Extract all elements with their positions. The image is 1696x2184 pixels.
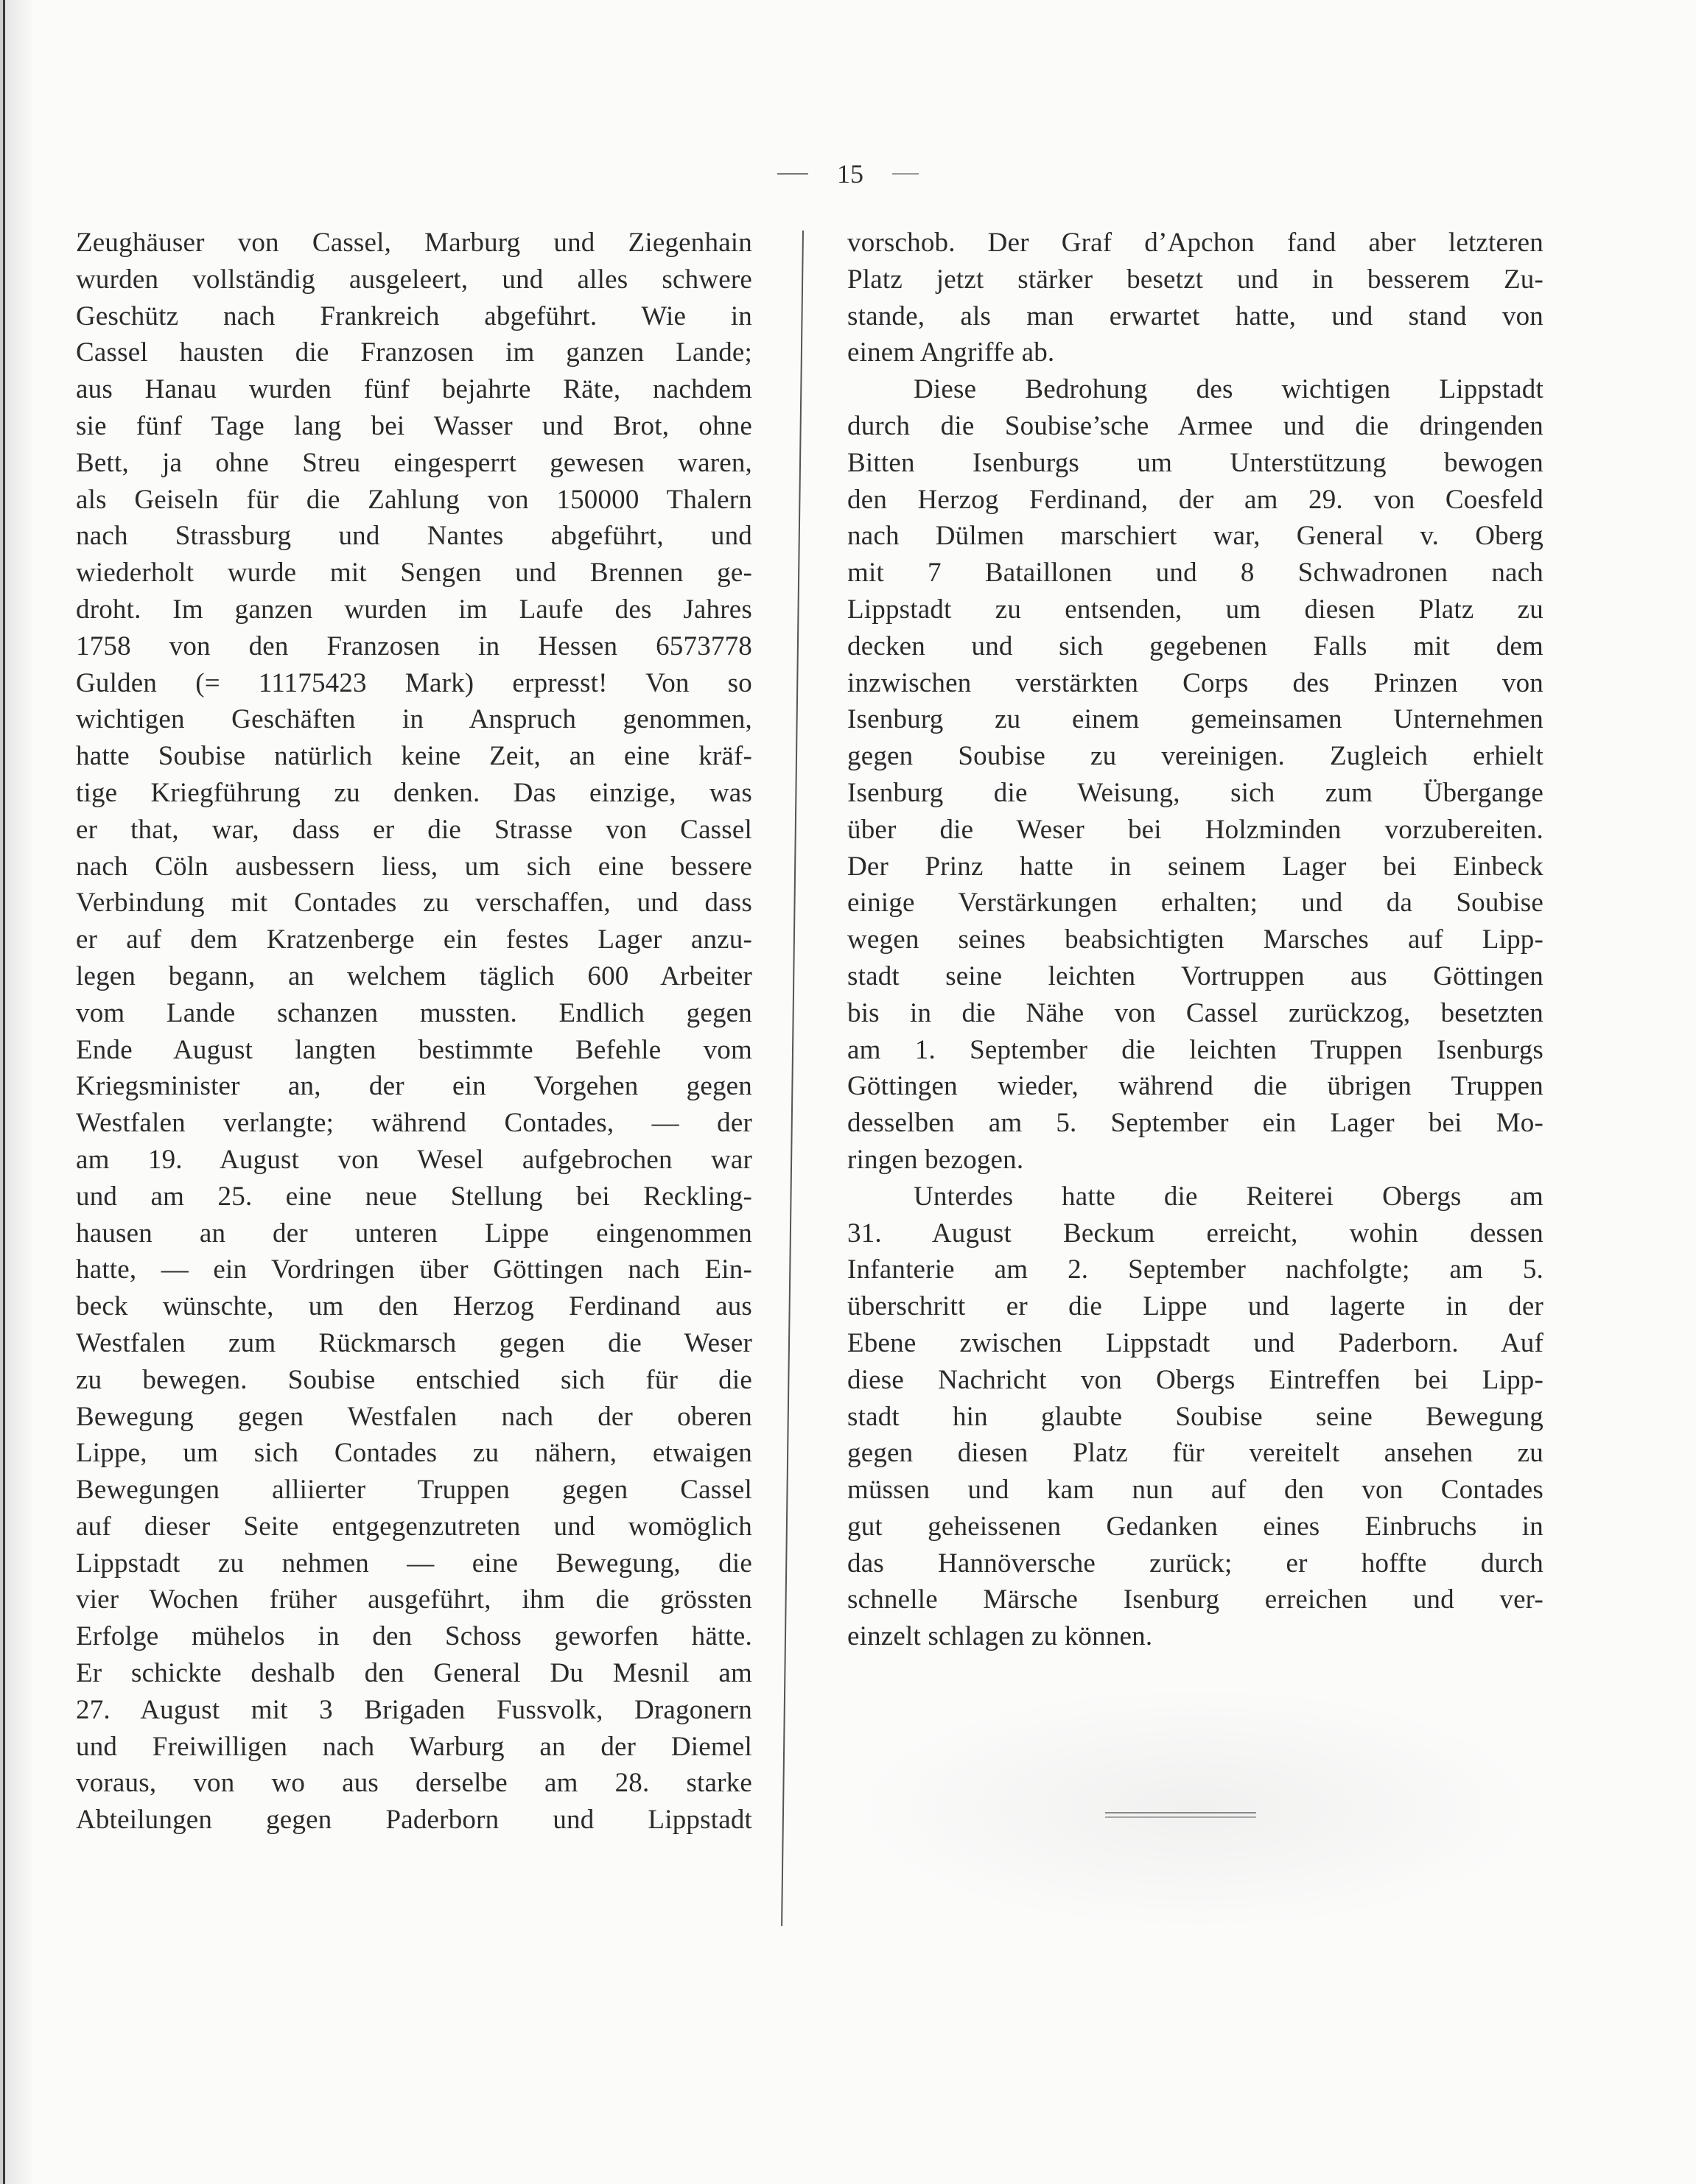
- text-line: Infanterie am 2. September nachfolgte; am 5.: [847, 1254, 1543, 1285]
- paragraph-start-line: Unterdes hatte die Reiterei Obergs am: [914, 1181, 1543, 1212]
- text-line: Isenburg die Weisung, sich zum Übergange: [847, 777, 1543, 808]
- text-line: Cassel hausten die Franzosen im ganzen Lande;: [76, 337, 752, 368]
- text-line: Lippstadt zu nehmen — eine Bewegung, die: [76, 1548, 752, 1579]
- left-text-column: [76, 225, 752, 1839]
- text-line: Platz jetzt stärker besetzt und in besserem Zu-: [847, 264, 1543, 295]
- text-line: Verbindung mit Contades zu verschaffen, und dass: [76, 888, 752, 919]
- paragraph-end-line: einem Angriffe ab.: [847, 337, 1055, 368]
- text-line: legen begann, an welchem täglich 600 Arbeiter: [76, 961, 752, 991]
- text-line: und am 25. eine neue Stellung bei Reckling-: [76, 1181, 752, 1212]
- text-line: nach Cöln ausbessern liess, um sich eine bessere: [76, 851, 752, 882]
- text-line: Bewegungen alliierter Truppen gegen Cassel: [76, 1475, 752, 1506]
- text-line: Der Prinz hatte in seinem Lager bei Einbeck: [847, 851, 1543, 882]
- text-line: sie fünf Tage lang bei Wasser und Brot, ohne: [76, 410, 752, 441]
- text-line: am 1. September die leichten Truppen Isenburgs: [847, 1034, 1543, 1065]
- text-line: hatte Soubise natürlich keine Zeit, an eine kräf-: [76, 741, 752, 772]
- text-line: Bewegung gegen Westfalen nach der oberen: [76, 1401, 752, 1432]
- text-line: Westfalen verlangte; während Contades, — der: [76, 1108, 752, 1139]
- text-line: Isenburg zu einem gemeinsamen Unternehmen: [847, 704, 1543, 735]
- section-end-double-rule: [1105, 1812, 1256, 1818]
- text-line: Lippe, um sich Contades zu nähern, etwaigen: [76, 1438, 752, 1469]
- text-line: und Freiwilligen nach Warburg an der Diemel: [76, 1731, 752, 1762]
- text-line: zu bewegen. Soubise entschied sich für die: [76, 1364, 752, 1395]
- text-line: 31. August Beckum erreicht, wohin dessen: [847, 1218, 1543, 1249]
- paragraph-end-line: ringen bezogen.: [847, 1144, 1024, 1175]
- text-line: schnelle Märsche Isenburg erreichen und ver-: [847, 1584, 1543, 1615]
- text-line: nach Strassburg und Nantes abgeführt, und: [76, 521, 752, 552]
- text-line: am 19. August von Wesel aufgebrochen war: [76, 1144, 752, 1175]
- column-divider: [781, 231, 804, 1926]
- text-line: Abteilungen gegen Paderborn und Lippstadt: [76, 1805, 752, 1836]
- text-line: droht. Im ganzen wurden im Laufe des Jahres: [76, 594, 752, 625]
- text-line: 1758 von den Franzosen in Hessen 6573778: [76, 631, 752, 661]
- text-line: Gulden (= 11175423 Mark) erpresst! Von so: [76, 667, 752, 698]
- page-edge-shadow: [5, 0, 35, 2184]
- text-line: gegen Soubise zu vereinigen. Zugleich erhielt: [847, 741, 1543, 772]
- text-line: wiederholt wurde mit Sengen und Brennen ge-: [76, 558, 752, 589]
- text-line: 27. August mit 3 Brigaden Fussvolk, Dragonern: [76, 1694, 752, 1725]
- text-line: er auf dem Kratzenberge ein festes Lager anzu-: [76, 924, 752, 955]
- text-line: müssen und kam nun auf den von Contades: [847, 1475, 1543, 1506]
- right-text-column: [847, 225, 1543, 1655]
- text-line: Lippstadt zu entsenden, um diesen Platz zu: [847, 594, 1543, 625]
- text-line: wurden vollständig ausgeleert, und alles schwere: [76, 264, 752, 295]
- text-line: hatte, — ein Vordringen über Göttingen nach Ein-: [76, 1254, 752, 1285]
- text-line: decken und sich gegebenen Falls mit dem: [847, 631, 1543, 661]
- text-line: Bitten Isenburgs um Unterstützung bewogen: [847, 447, 1543, 478]
- text-line: durch die Soubise’sche Armee und die dringenden: [847, 410, 1543, 441]
- page-header: [0, 156, 1696, 189]
- text-line: Westfalen zum Rückmarsch gegen die Weser: [76, 1327, 752, 1358]
- text-line: Erfolge mühelos in den Schoss geworfen hätte.: [76, 1621, 752, 1652]
- text-line: gegen diesen Platz für vereitelt ansehen zu: [847, 1438, 1543, 1469]
- text-line: Ende August langten bestimmte Befehle vom: [76, 1034, 752, 1065]
- text-line: wichtigen Geschäften in Anspruch genommen,: [76, 704, 752, 735]
- text-line: vorschob. Der Graf d’Apchon fand aber letzteren: [847, 228, 1543, 258]
- text-line: stande, als man erwartet hatte, und stand von: [847, 301, 1543, 331]
- paragraph-start-line: Diese Bedrohung des wichtigen Lippstadt: [914, 374, 1543, 405]
- text-line: Zeughäuser von Cassel, Marburg und Ziegenhain: [76, 228, 752, 258]
- text-line: Kriegsminister an, der ein Vorgehen gegen: [76, 1071, 752, 1102]
- text-line: hausen an der unteren Lippe eingenommen: [76, 1218, 752, 1249]
- page-number: 15: [837, 158, 863, 189]
- header-dash-right: [892, 173, 919, 175]
- text-line: das Hannöversche zurück; er hoffte durch: [847, 1548, 1543, 1579]
- text-line: inzwischen verstärkten Corps des Prinzen von: [847, 667, 1543, 698]
- header-dash-left: [777, 173, 808, 175]
- text-line: auf dieser Seite entgegenzutreten und womöglich: [76, 1511, 752, 1542]
- text-line: stadt hin glaubte Soubise seine Bewegung: [847, 1401, 1543, 1432]
- text-line: Bett, ja ohne Streu eingesperrt gewesen waren,: [76, 447, 752, 478]
- show-through-bleed: [855, 1687, 1540, 1930]
- text-line: beck wünschte, um den Herzog Ferdinand aus: [76, 1291, 752, 1322]
- text-line: gut geheissenen Gedanken eines Einbruchs in: [847, 1511, 1543, 1542]
- paragraph-end-line: einzelt schlagen zu können.: [847, 1621, 1153, 1652]
- text-line: aus Hanau wurden fünf bejahrte Räte, nachdem: [76, 374, 752, 405]
- text-line: überschritt er die Lippe und lagerte in der: [847, 1291, 1543, 1322]
- text-line: den Herzog Ferdinand, der am 29. von Coesfeld: [847, 484, 1543, 515]
- text-line: Geschütz nach Frankreich abgeführt. Wie in: [76, 301, 752, 331]
- text-line: stadt seine leichten Vortruppen aus Göttingen: [847, 961, 1543, 991]
- text-line: desselben am 5. September ein Lager bei Mo-: [847, 1108, 1543, 1139]
- text-line: vom Lande schanzen mussten. Endlich gegen: [76, 997, 752, 1028]
- text-line: Göttingen wieder, während die übrigen Truppen: [847, 1071, 1543, 1102]
- text-line: nach Dülmen marschiert war, General v. Oberg: [847, 521, 1543, 552]
- text-line: über die Weser bei Holzminden vorzubereiten.: [847, 814, 1543, 845]
- text-line: bis in die Nähe von Cassel zurückzog, besetzten: [847, 997, 1543, 1028]
- text-line: als Geiseln für die Zahlung von 150000 Thalern: [76, 484, 752, 515]
- text-line: wegen seines beabsichtigten Marsches auf Lipp-: [847, 924, 1543, 955]
- text-line: mit 7 Bataillonen und 8 Schwadronen nach: [847, 558, 1543, 589]
- text-line: Er schickte deshalb den General Du Mesnil am: [76, 1658, 752, 1689]
- text-line: tige Kriegführung zu denken. Das einzige, was: [76, 777, 752, 808]
- text-line: vier Wochen früher ausgeführt, ihm die grössten: [76, 1584, 752, 1615]
- text-line: voraus, von wo aus derselbe am 28. starke: [76, 1768, 752, 1799]
- text-line: diese Nachricht von Obergs Eintreffen bei Lipp-: [847, 1364, 1543, 1395]
- text-line: er that, war, dass er die Strasse von Cassel: [76, 814, 752, 845]
- text-line: Ebene zwischen Lippstadt und Paderborn. Auf: [847, 1327, 1543, 1358]
- text-line: einige Verstärkungen erhalten; und da Soubise: [847, 888, 1543, 919]
